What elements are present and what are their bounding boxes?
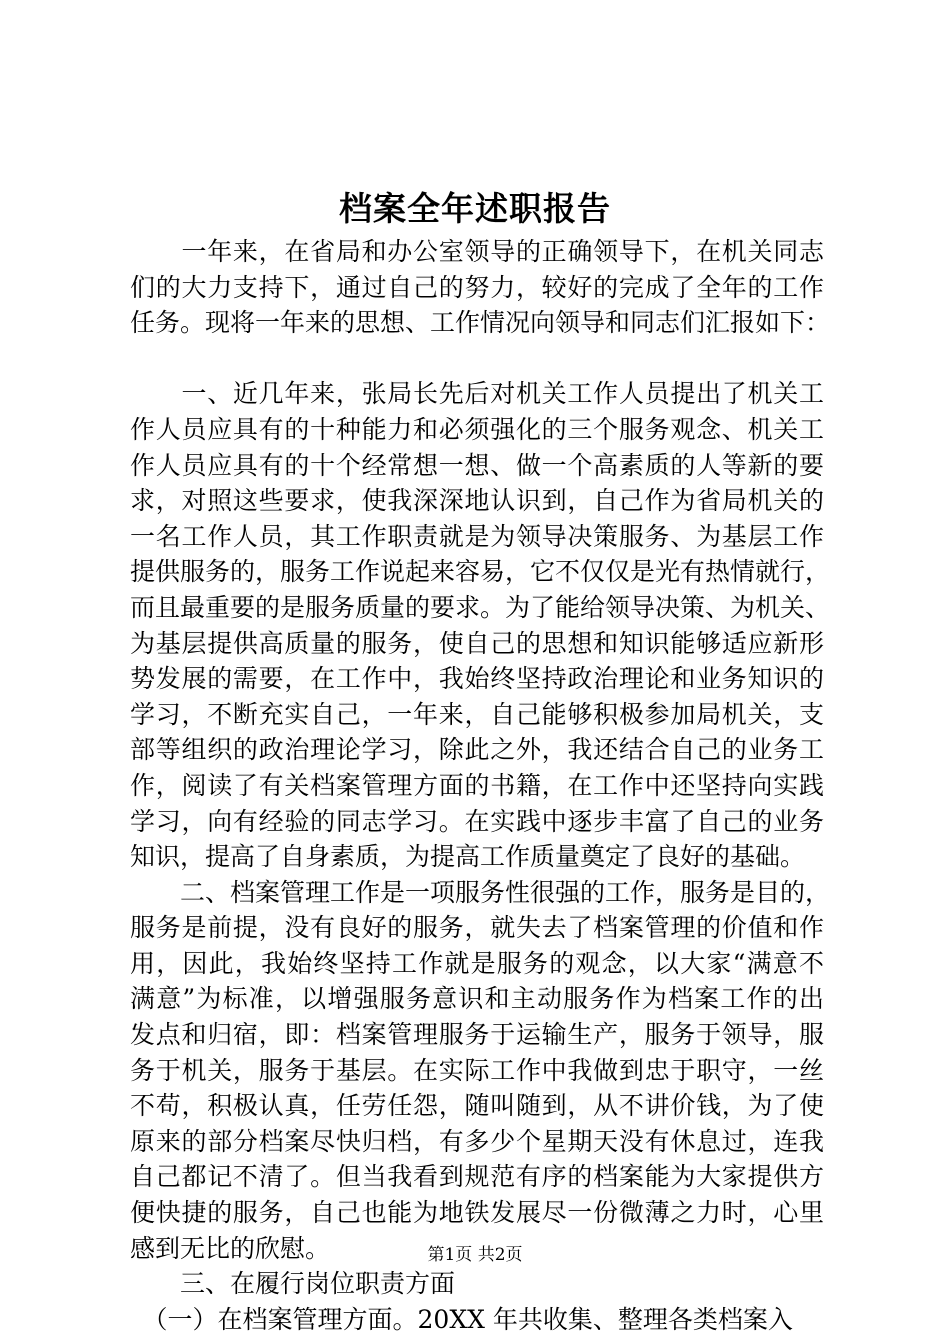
text-line: 原来的部分档案尽快归档，有多少个星期天没有休息过，连我: [130, 1126, 824, 1156]
text-line: 三、在履行岗位职责方面: [130, 1269, 456, 1299]
text-line: 满意”为标准，以增强服务意识和主动服务作为档案工作的出: [130, 984, 824, 1014]
text-line: 作，阅读了有关档案管理方面的书籍，在工作中还坚持向实践: [130, 770, 824, 800]
paragraph: [130, 234, 831, 341]
text-line: 自己都记不清了。但当我看到规范有序的档案能为大家提供方: [130, 1162, 824, 1192]
text-line: 一年来，在省局和办公室领导的正确领导下，在机关同志: [130, 237, 824, 266]
text-line: 二、档案管理工作是一项服务性很强的工作，服务是目的，: [130, 877, 831, 907]
text-line: 用，因此，我始终坚持工作就是服务的观念，以大家“满意不: [130, 948, 824, 978]
text-line: 任务。现将一年来的思想、工作情况向领导和同志们汇报如下：: [130, 308, 831, 338]
text-line: 提供服务的，服务工作说起来容易，它不仅仅是光有热情就行，: [130, 557, 831, 587]
document-title: 档案全年述职报告: [339, 189, 611, 228]
text-line: 作人员应具有的十种能力和必须强化的三个服务观念、机关工: [130, 414, 824, 444]
text-line: 而且最重要的是服务质量的要求。为了能给领导决策、为机关、: [130, 592, 831, 622]
text-line: 学习，向有经验的同志学习。在实践中逐步丰富了自己的业务: [130, 806, 824, 836]
text-line: 求，对照这些要求，使我深深地认识到，自己作为省局机关的: [130, 486, 824, 516]
text-line: 知识，提高了自身素质，为提高工作质量奠定了良好的基础。: [130, 842, 806, 872]
text-line: （一）在档案管理方面。20XX 年共收集、整理各类档案入: [130, 1304, 793, 1334]
blank-line: [130, 341, 824, 377]
text-line: 务于机关，服务于基层。在实际工作中我做到忠于职守，一丝: [130, 1055, 824, 1085]
text-line: 感到无比的欣慰。: [130, 1233, 331, 1263]
paragraph: [130, 875, 831, 1267]
paragraph: [130, 1302, 824, 1338]
text-line: 一名工作人员，其工作职责就是为领导决策服务、为基层工作: [130, 521, 824, 551]
document-body: [130, 234, 831, 1337]
text-line: 学习，不断充实自己，一年来，自己能够积极参加局机关，支: [130, 699, 824, 729]
text-line: 不苟，积极认真，任劳任怨，随叫随到，从不讲价钱，为了使: [130, 1091, 824, 1121]
text-line: 们的大力支持下，通过自己的努力，较好的完成了全年的工作: [130, 272, 824, 302]
text-line: 部等组织的政治理论学习，除此之外，我还结合自己的业务工: [130, 735, 824, 765]
text-line: 发点和归宿，即：档案管理服务于运输生产，服务于领导，服: [130, 1020, 824, 1050]
text-line: 便快捷的服务，自己也能为地铁发展尽一份微薄之力时，心里: [130, 1198, 824, 1228]
text-line: 为基层提供高质量的服务，使自己的思想和知识能够适应新形: [130, 628, 824, 658]
text-line: 势发展的需要，在工作中，我始终坚持政治理论和业务知识的: [130, 664, 824, 694]
text-line: 服务是前提，没有良好的服务，就失去了档案管理的价值和作: [130, 913, 824, 943]
text-line: 一、近几年来，张局长先后对机关工作人员提出了机关工: [130, 379, 824, 409]
page-footer: 第1页 共2页: [427, 1245, 523, 1265]
section-heading: [130, 1266, 824, 1302]
text-line: 作人员应具有的十个经常想一想、做一个高素质的人等新的要: [130, 450, 824, 480]
paragraph: [130, 376, 831, 874]
